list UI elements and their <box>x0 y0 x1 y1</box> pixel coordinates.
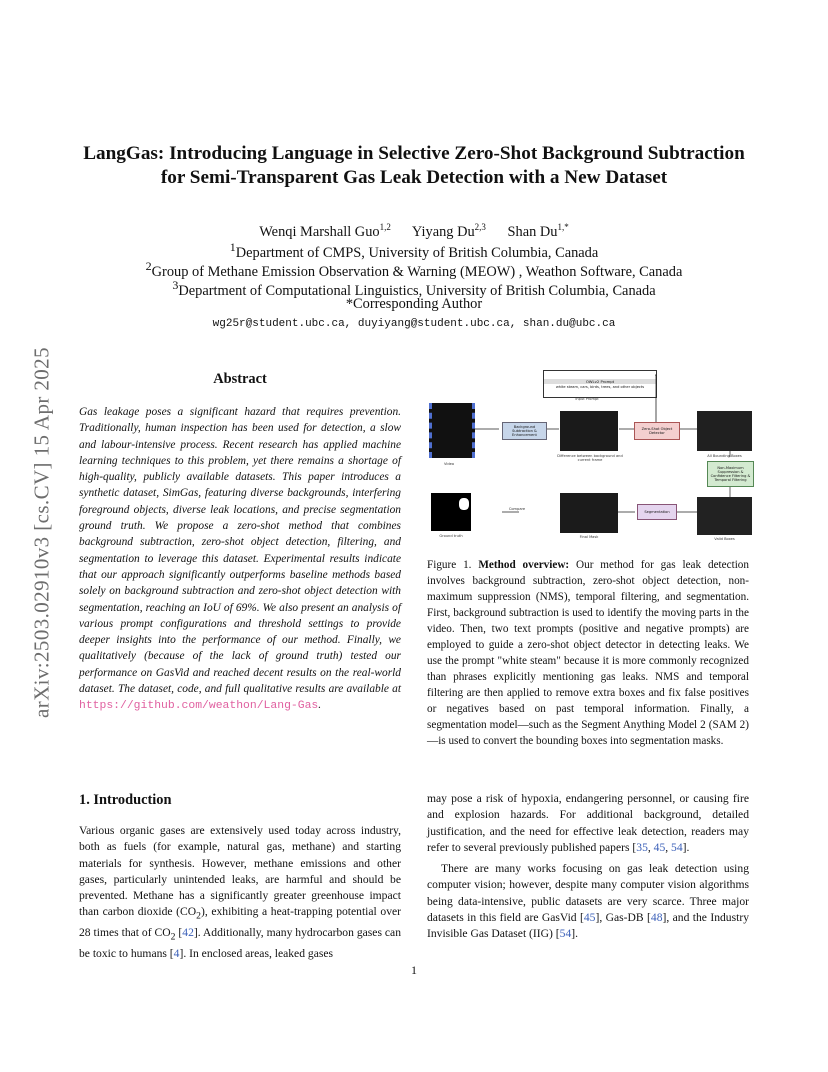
introduction-paragraph <box>79 823 401 962</box>
bgsub-box: Background Subtraction & Enhancement <box>502 422 547 440</box>
prompt-box-text: white steam, cars, birds, trees, and other objects <box>555 384 645 389</box>
affiliation-sup: 2 <box>145 259 152 273</box>
figure-1-diagram <box>427 367 752 545</box>
figure-1-caption <box>427 557 749 749</box>
abstract-body: Gas leakage poses a significant hazard that requires prevention. Traditionally, human inspection has been used for detection, a slow and labour-intensive process. Recent research has applied machine learning techniques to this problem, yet there remains a shortage of high-quality, publicly available datasets. This paper introduces a synthetic dataset, SimGas, featuring diverse backgrounds, interfering foreground objects, diverse leak locations, and precise segmentation ground truth. We propose a zero-shot method that combines background subtraction, zero-shot object detection, filtering, and segmentation to leverage this dataset. Experimental results indicate that our approach significantly outperforms baseline methods based solely on background subtraction and zero-shot object detection with segmentation, reaching an IoU of 69%. We also present an analysis of various prompt configurations and threshold settings to provide deeper insights into the performance of our method. Finally, we qualitatively (because of the lack of ground truth) tested our performance on GasVid and reached decent results on the real-world dataset. The dataset, code, and full qualitative results are available at https://github.com/weathon/Lang-Gas. <box>79 406 401 713</box>
author-emails: wg25r@student.ubc.ca, duyiyang@student.ubc.ca, shan.du@ubc.ca <box>212 318 616 330</box>
column-2-text <box>427 791 749 943</box>
author-sup: 1,2 <box>379 222 391 232</box>
caption-label: Figure 1. <box>427 559 472 571</box>
citation-link[interactable]: 54 <box>559 927 572 941</box>
text-run: [ <box>175 926 183 940</box>
code-link[interactable]: https://github.com/weathon/Lang-Gas <box>79 700 319 713</box>
title-line-2: for Semi-Transparent Gas Leak Detection with a New Dataset <box>160 167 668 188</box>
final-mask-thumbnail <box>560 493 618 533</box>
affiliation-text: Department of Computational Linguistics, University of British Columbia, Canada <box>178 282 656 299</box>
video-thumbnail <box>429 403 475 458</box>
text-run: Various organic gases are extensively used today across industry, both as fuels (for example, natural gas, methane) and starting materials for synthesis. However, methane emissions and other gases, particularly unintended leaks, are harmful and should be prevented. Methane has a significantly greater greenhouse impact than carbon dioxide (CO <box>79 824 401 919</box>
citation-link[interactable]: 45 <box>583 911 596 925</box>
text-run: ], Gas-DB [ <box>595 911 651 925</box>
text-run: may pose a risk of hypoxia, endangering personnel, or causing fire and explosion hazards. For additional background, detailed justification, and the need for effective leak detection, readers may refer to several previously published papers [ <box>427 792 749 854</box>
citation-link[interactable]: 35 <box>636 840 648 854</box>
citation-link[interactable]: 48 <box>650 911 663 925</box>
corresponding-author: *Corresponding Author <box>345 296 483 312</box>
citation-link[interactable]: 54 <box>671 840 683 854</box>
text-run: ]. In enclosed areas, leaked gases <box>179 946 334 960</box>
all-boxes-label: All Bounding Boxes <box>707 454 742 458</box>
input-prompt-label: Input Prompt <box>575 397 599 401</box>
author-name: Wenqi Marshall Guo <box>259 223 380 240</box>
text-run: There are many works focusing on gas leak detection using computer vision; however, despite many computer vision algorithms being data-intensive, public datasets are very scarce. Three major datasets in this field are GasVid [ <box>427 862 749 925</box>
abstract-heading: Abstract <box>213 371 267 387</box>
text-run: ]. <box>571 927 578 941</box>
author-sup: 2,3 <box>474 222 486 232</box>
affiliation-sup: 3 <box>172 278 179 292</box>
paragraph: may pose a risk of hypoxia, endangering personnel, or causing fire and explosion hazards. For additional background, detailed justification, and the need for effective leak detection, readers may refer to several previously published papers [35, 45, 54]. <box>427 792 749 854</box>
video-label: Video <box>443 462 455 466</box>
citation-link[interactable]: 42 <box>182 926 194 940</box>
valid-boxes-label: Valid Boxes <box>714 537 735 541</box>
subscript: 2 <box>196 910 201 922</box>
author-sup: 1,* <box>557 222 569 232</box>
affiliation-text: Group of Methane Emission Observation & Warning (MEOW) , Weathon Software, Canada <box>151 263 683 280</box>
paragraph <box>427 861 749 942</box>
text-run: ]. <box>682 840 690 854</box>
affiliation-text: Department of CMPS, University of British Columbia, Canada <box>235 244 599 261</box>
ground-truth-mask-shape <box>459 498 469 510</box>
ground-truth-label: Ground truth <box>439 534 463 538</box>
caption-bold: Method overview: <box>478 559 570 571</box>
page-number: 1 <box>411 963 417 977</box>
difference-label: Difference between background and current frame <box>557 454 623 462</box>
text-run: ]. Additionally, many hydrocarbon gases can be toxic to humans [ <box>79 926 401 960</box>
ground-truth-thumbnail <box>431 493 471 531</box>
author-name: Yiyang Du <box>411 223 475 240</box>
citation-link[interactable]: 45 <box>653 840 666 854</box>
subscript: 2 <box>170 931 176 943</box>
filtering-box: Non-Maximum Suppression & Confidence Filtering & Temporal Filtering <box>707 461 754 487</box>
citation-link[interactable]: 4 <box>173 946 180 960</box>
abstract-text: Gas leakage poses a significant hazard that requires prevention. Traditionally, human inspection has been used for detection, a slow and labour-intensive process. Recent research has applied machine learning techniques to this problem, yet there remains a shortage of high-quality, publicly available datasets. This paper introduces a synthetic dataset, SimGas, featuring diverse backgrounds, interfering foreground objects, diverse leak locations, and precise segmentation ground truth. We propose a zero-shot method that combines background subtraction, zero-shot object detection, filtering, and segmentation to leverage this dataset. Experimental results indicate that our approach significantly outperforms baseline methods based solely on background subtraction and zero-shot object detection with segmentation, reaching an IoU of 69%. We also present an analysis of various prompt configurations and threshold settings to provide deeper insights into the performance of our method. Finally, we qualitatively (because of the lack of ground truth) tested our performance on GasVid and reached decent results on the real-world dataset. The dataset, code, and full qualitative results are available at <box>79 406 401 696</box>
zero-shot-detector-box: Zero-Shot Object Detector <box>634 422 680 440</box>
author-name: Shan Du <box>507 223 558 240</box>
caption-text: Our method for gas leak detection involves background subtraction, zero-shot object detection, non-maximum suppression (NMS), temporal filtering, and segmentation. First, background subtraction is used to identify the moving parts in the video. Then, two text prompts (positive and negative prompts) are employed to guide a zero-shot object detector in detecting leaks. We use the prompt "white steam" because it is more commonly recognized than phrases explicitly mentioning gas leaks. NMS and temporal filtering are then applied to remove extra boxes and fix false positives or negatives based on past temporal information. Finally, a segmentation model—such as the Segment Anything Model 2 (SAM 2)—is used to convert the bounding boxes into segmentation masks. <box>427 559 749 747</box>
paper-title <box>60 142 768 190</box>
affiliation-sup: 1 <box>229 240 236 254</box>
prompt-box-title: OWLv2 Prompt <box>544 379 656 384</box>
text-run: ), exhibiting a heat-trapping potential over 28 times that of CO <box>79 905 401 940</box>
all-boxes-thumbnail <box>697 411 752 451</box>
compare-label: Compare <box>508 507 526 511</box>
difference-thumbnail <box>560 411 618 451</box>
introduction-heading: 1. Introduction <box>79 792 172 808</box>
text-run: ], and the Industry Invisible Gas Dataset (IIG) [ <box>427 911 749 941</box>
valid-boxes-thumbnail <box>697 497 752 535</box>
segmentation-box: Segmentation <box>637 504 677 520</box>
title-line-1: LangGas: Introducing Language in Selective Zero-Shot Background Subtraction <box>83 143 745 164</box>
final-mask-label: Final Mask <box>579 535 599 539</box>
arxiv-identifier: arXiv:2503.02910v3 [cs.CV] 15 Apr 2025 <box>29 347 54 719</box>
